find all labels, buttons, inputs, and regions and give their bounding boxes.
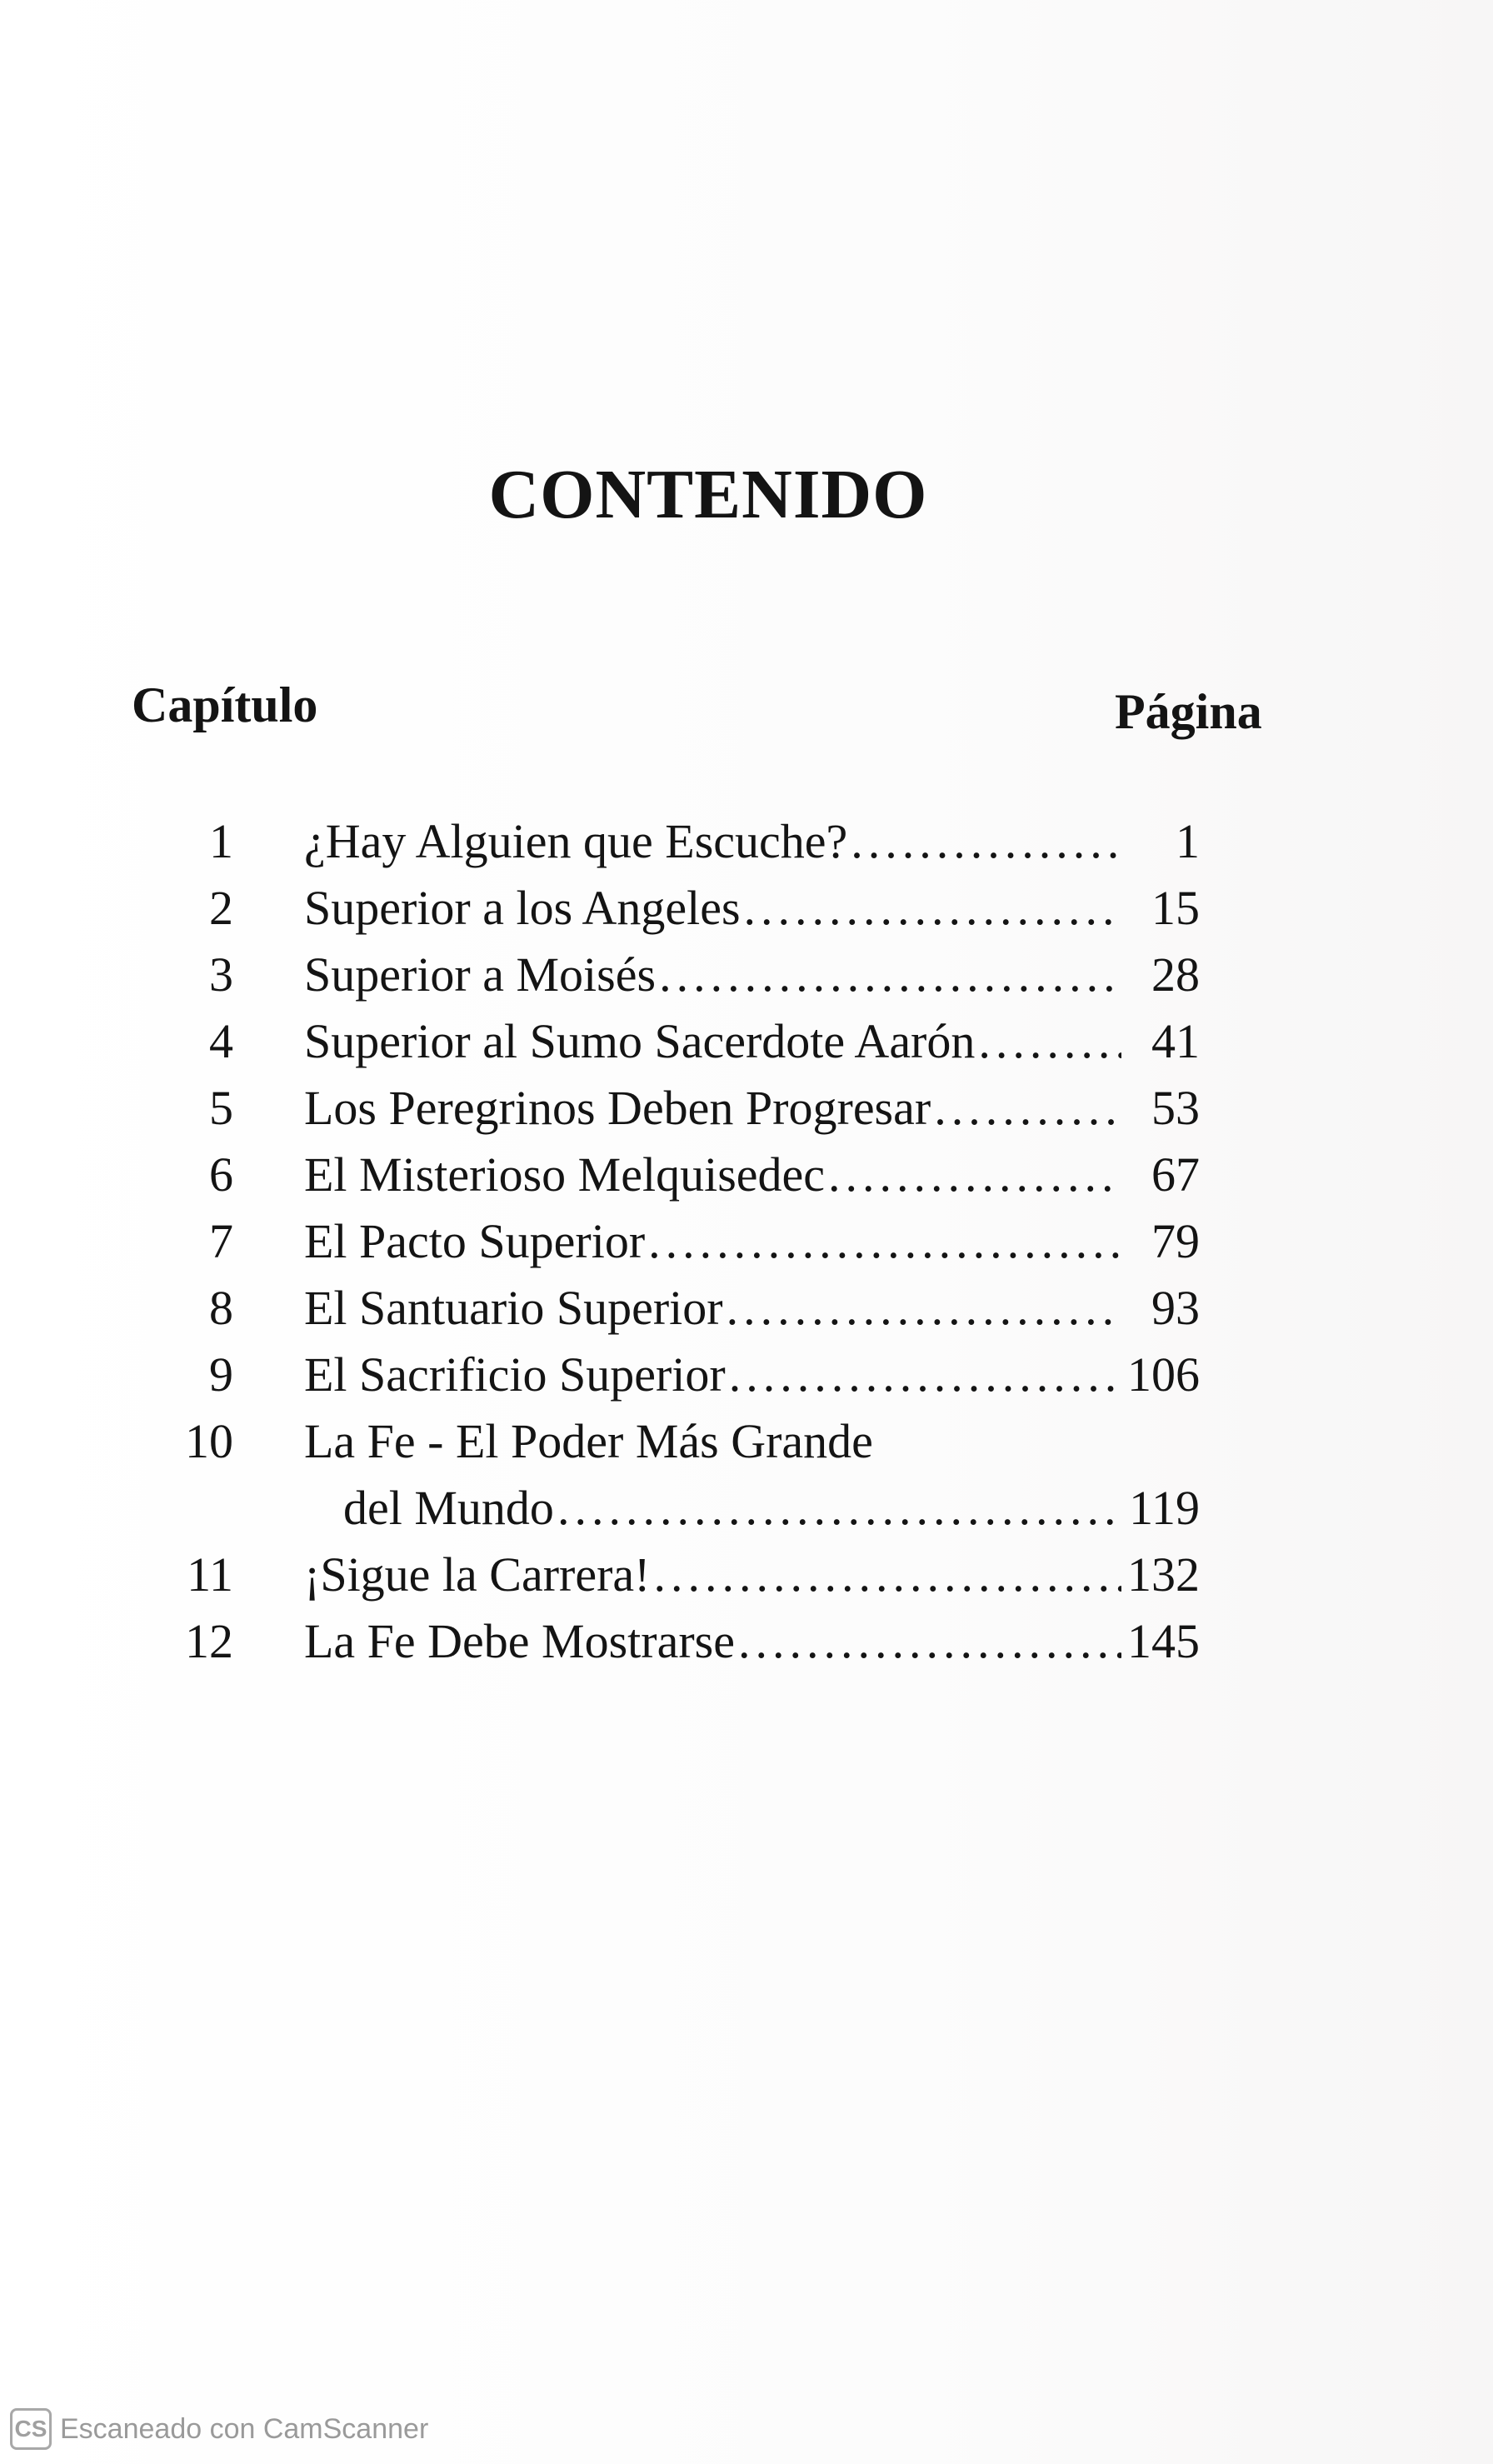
chapter-title: Superior a los Angeles <box>304 881 741 935</box>
page-number: 119 <box>1129 1481 1200 1535</box>
toc-entry <box>158 942 1241 1008</box>
toc-entry <box>158 1142 1241 1208</box>
scanner-watermark <box>10 2408 428 2450</box>
page-column-header: Página <box>1115 684 1262 739</box>
chapter-title: ¿Hay Alguien que Escuche? <box>304 814 848 868</box>
dot-leader <box>828 1142 1121 1208</box>
chapter-title: El Pacto Superior <box>304 1214 646 1268</box>
chapter-title: Superior al Sumo Sacerdote Aarón <box>304 1014 976 1068</box>
toc-entry <box>158 1008 1241 1075</box>
page-number: 132 <box>1127 1547 1200 1602</box>
chapter-number: 3 <box>209 947 233 1002</box>
page-number: 1 <box>1176 814 1200 868</box>
chapter-column-header: Capítulo <box>132 677 318 732</box>
dot-leader <box>648 1208 1121 1275</box>
chapter-number: 6 <box>209 1147 233 1202</box>
page-number: 79 <box>1151 1214 1200 1268</box>
page-number: 28 <box>1151 947 1200 1002</box>
chapter-number: 12 <box>185 1614 233 1668</box>
chapter-title: La Fe Debe Mostrarse <box>304 1614 735 1668</box>
chapter-number: 1 <box>209 814 233 868</box>
camscanner-logo-icon: CS <box>10 2408 52 2450</box>
chapter-title: Superior a Moisés <box>304 947 657 1002</box>
chapter-title: El Misterioso Melquisedec <box>304 1147 826 1202</box>
chapter-title: del Mundo <box>343 1481 554 1535</box>
page-title: CONTENIDO <box>488 456 928 533</box>
chapter-number: 10 <box>185 1414 233 1468</box>
dot-leader <box>851 808 1121 875</box>
chapter-title: El Santuario Superior <box>304 1281 723 1335</box>
chapter-number: 7 <box>209 1214 233 1268</box>
toc-entry <box>158 1608 1241 1675</box>
chapter-title: El Sacrificio Superior <box>304 1347 726 1402</box>
table-of-contents <box>158 808 1241 1675</box>
toc-entry <box>158 875 1241 942</box>
dot-leader <box>659 942 1121 1008</box>
toc-entry <box>158 1275 1241 1342</box>
chapter-number: 2 <box>209 881 233 935</box>
chapter-title: La Fe - El Poder Más Grande <box>304 1414 873 1468</box>
chapter-number: 9 <box>209 1347 233 1402</box>
chapter-title: ¡Sigue la Carrera! <box>304 1547 651 1602</box>
watermark-text: Escaneado con CamScanner <box>60 2412 429 2445</box>
dot-leader <box>727 1275 1121 1342</box>
chapter-number: 8 <box>209 1281 233 1335</box>
chapter-title: Los Peregrinos Deben Progresar <box>304 1081 931 1135</box>
chapter-number: 4 <box>209 1014 233 1068</box>
page-number: 53 <box>1151 1081 1200 1135</box>
page-number: 41 <box>1151 1014 1200 1068</box>
chapter-number: 5 <box>209 1081 233 1135</box>
toc-entry <box>158 1342 1241 1408</box>
toc-entry-continuation <box>158 1475 1241 1542</box>
page-number: 15 <box>1151 881 1200 935</box>
toc-entry <box>158 1408 1241 1475</box>
chapter-number: 11 <box>187 1547 233 1602</box>
dot-leader <box>978 1008 1121 1075</box>
page-number: 67 <box>1151 1147 1200 1202</box>
toc-entry <box>158 1075 1241 1142</box>
page-number: 145 <box>1127 1614 1200 1668</box>
page-number: 93 <box>1151 1281 1200 1335</box>
toc-entry <box>158 1208 1241 1275</box>
page-number: 106 <box>1127 1347 1200 1402</box>
dot-leader <box>557 1475 1121 1542</box>
dot-leader <box>738 1608 1121 1675</box>
dot-leader <box>653 1542 1121 1608</box>
toc-entry <box>158 808 1241 875</box>
dot-leader <box>934 1075 1121 1142</box>
dot-leader <box>729 1342 1121 1408</box>
dot-leader <box>744 875 1121 942</box>
toc-entry <box>158 1542 1241 1608</box>
